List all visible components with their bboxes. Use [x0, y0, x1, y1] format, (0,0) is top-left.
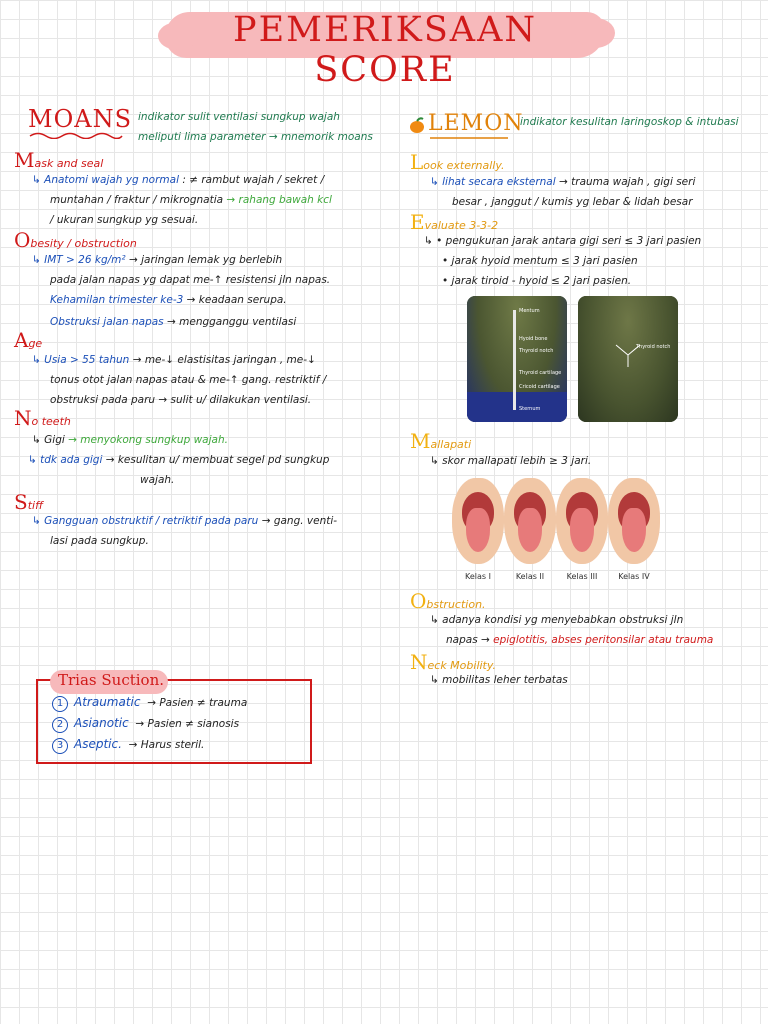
- moans-item-age: Age: [14, 328, 43, 352]
- mallampati-class-1-illustration: [452, 478, 504, 564]
- lemon-underline: [428, 135, 510, 141]
- mallampati-class-4-illustration: [608, 478, 660, 564]
- mallampati-class-4-label: Kelas IV: [618, 572, 650, 581]
- obesity-line-2: pada jalan napas yg dapat me-↑ resistensi jln napas.: [50, 274, 331, 286]
- obstruction-line-2: napas → epiglotitis, abses peritonsilar atau trauma: [446, 634, 714, 646]
- evaluate-line-2: • jarak hyoid mentum ≤ 3 jari pasien: [442, 255, 638, 267]
- moans-description-2: meliputi lima parameter → mnemorik moans: [138, 131, 373, 143]
- obesity-line-4: Obstruksi jalan napas → mengganggu ventilasi: [50, 316, 297, 328]
- mask-line-2: muntahan / fraktur / mikrognatia → rahang bawah kcl: [50, 194, 332, 206]
- lemon-icon: [408, 116, 426, 134]
- mask-line-3: / ukuran sungkup yg sesuai.: [50, 214, 199, 226]
- trias-item-3: 3 Aseptic. → Harus steril.: [52, 734, 204, 755]
- lemon-item-obstruction: Obstruction.: [410, 589, 486, 613]
- neck-line-1: ↳ mobilitas leher terbatas: [430, 674, 568, 686]
- moans-item-obesity: Obesity / obstruction: [14, 228, 137, 252]
- obesity-line-1: ↳ IMT > 26 kg/m² → jaringan lemak yg berlebih: [32, 254, 283, 266]
- number-3-icon: 3: [52, 738, 68, 754]
- stiff-line-2: lasi pada sungkup.: [50, 535, 149, 547]
- mask-word: ask and seal: [34, 157, 104, 170]
- stiff-line-1: ↳ Gangguan obstruktif / retriktif pada paru → gang. venti-: [32, 515, 338, 527]
- page-title: PEMERIKSAAN SCORE: [233, 10, 537, 90]
- mallampati-class-1-label: Kelas I: [465, 572, 491, 581]
- trias-item-2: 2 Asianotic → Pasien ≠ sianosis: [52, 713, 239, 734]
- lemon-heading: LEMON: [428, 111, 524, 136]
- evaluate-line-1: ↳ • pengukuran jarak antara gigi seri ≤ 3 jari pasien: [424, 235, 702, 247]
- number-2-icon: 2: [52, 717, 68, 733]
- trias-item-1: 1 Atraumatic → Pasien ≠ trauma: [52, 692, 247, 713]
- noteeth-line-2: ↳ tdk ada gigi → kesulitan u/ membuat segel pd sungkup: [28, 454, 330, 466]
- noteeth-line-3: wajah.: [140, 474, 175, 486]
- moans-underline: [28, 131, 124, 139]
- look-line-2: besar , janggut / kumis yg lebar & lidah besar: [452, 196, 693, 208]
- moans-item-no-teeth: No teeth: [14, 406, 71, 430]
- moans-description-1: indikator sulit ventilasi sungkup wajah: [138, 111, 340, 123]
- number-1-icon: 1: [52, 696, 68, 712]
- lemon-item-neck-mobility: Neck Mobility.: [410, 650, 497, 674]
- age-line-3: obstruksi pada paru → sulit u/ dilakukan ventilasi.: [50, 394, 312, 406]
- obstruction-line-1: ↳ adanya kondisi yg menyebabkan obstruksi jln: [430, 614, 684, 626]
- lemon-item-mallapati: Mallapati: [410, 429, 472, 453]
- mallampati-class-3-illustration: [556, 478, 608, 564]
- mallampati-class-2-label: Kelas II: [515, 572, 545, 581]
- mallapati-line-1: ↳ skor mallapati lebih ≥ 3 jari.: [430, 455, 592, 467]
- neck-photo-annotated: Mentum Hyoid bone Thyroid notch Thyroid cartilage Cricoid cartilage Sternum: [467, 296, 567, 422]
- mask-letter: M: [14, 148, 35, 172]
- lemon-description: indikator kesulitan laringoskop & intubasi: [520, 116, 739, 128]
- noteeth-line-1: ↳ Gigi → menyokong sungkup wajah.: [32, 434, 228, 446]
- evaluate-line-3: • jarak tiroid - hyoid ≤ 2 jari pasien.: [442, 275, 632, 287]
- lemon-item-evaluate: Evaluate 3-3-2: [410, 210, 499, 234]
- moans-item-mask: [14, 148, 103, 172]
- obesity-line-3: Kehamilan trimester ke-3 → keadaan serupa.: [50, 294, 287, 306]
- mallampati-class-3-label: Kelas III: [566, 572, 598, 581]
- look-line-1: ↳ lihat secara eksternal → trauma wajah , gigi seri: [430, 176, 696, 188]
- age-line-2: tonus otot jalan napas atau & me-↑ gang. restriktif /: [50, 374, 327, 386]
- mask-line-1: ↳ Anatomi wajah yg normal : ≠ rambut wajah / sekret /: [32, 174, 325, 186]
- age-line-1: ↳ Usia > 55 tahun → me-↓ elastisitas jaringan , me-↓: [32, 354, 316, 366]
- moans-heading: MOANS: [28, 105, 133, 133]
- mallampati-class-2-illustration: [504, 478, 556, 564]
- lemon-item-look: Look externally.: [410, 150, 505, 174]
- moans-item-stiff: Stiff: [14, 490, 44, 514]
- neck-photo-thyroid: Thyroid notch: [578, 296, 678, 422]
- trias-title: Trias Suction.: [58, 671, 165, 689]
